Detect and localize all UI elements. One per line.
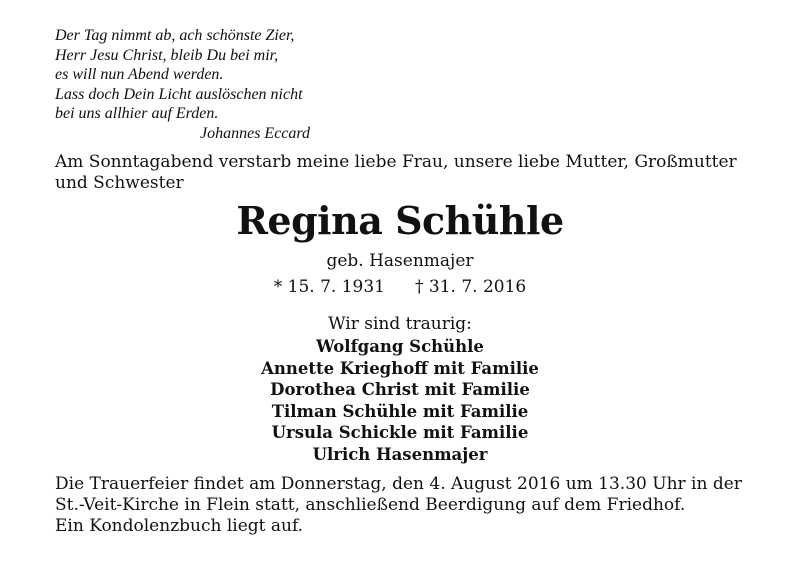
mourners-heading: Wir sind traurig: [328, 314, 472, 334]
life-dates [0, 276, 800, 298]
poem-line: Der Tag nimmt ab, ach schönste Zier, [55, 27, 295, 44]
intro-line: und Schwester [55, 173, 184, 193]
mourner-name: Tilman Schühle mit Familie [271, 401, 529, 421]
poem [55, 26, 310, 143]
poem-line: Herr Jesu Christ, bleib Du bei mir, [55, 46, 279, 64]
funeral-info-line: Die Trauerfeier findet am Donnerstag, den 4. August 2016 um 13.30 Uhr in der [55, 474, 742, 494]
intro-text [55, 152, 755, 194]
mourners-list [0, 336, 800, 465]
death-date: † 31. 7. 2016 [415, 277, 527, 297]
birth-date: * 15. 7. 1931 [273, 277, 385, 297]
funeral-info [55, 474, 742, 537]
poem-author: Johannes Eccard [200, 124, 311, 142]
mourner-name: Wolfgang Schühle [316, 337, 484, 356]
poem-line: Lass doch Dein Licht auslöschen nicht [55, 85, 303, 103]
mourner-name: Ulrich Hasenmajer [312, 444, 488, 464]
maiden-name: geb. Hasenmajer [326, 251, 474, 271]
mourner-name: Dorothea Christ mit Familie [270, 380, 530, 399]
funeral-info-line: St.-Veit-Kirche in Flein statt, anschließend Beerdigung auf dem Friedhof. [55, 495, 686, 515]
mourner-name: Ursula Schickle mit Familie [271, 423, 529, 442]
mourner-name: Annette Krieghoff mit Familie [261, 358, 539, 378]
poem-line: es will nun Abend werden. [55, 66, 224, 83]
poem-line: bei uns allhier auf Erden. [55, 105, 219, 122]
deceased-name: Regina Schühle [236, 198, 564, 243]
intro-line: Am Sonntagabend verstarb meine liebe Frau, unsere liebe Mutter, Großmutter [55, 152, 737, 172]
funeral-info-line: Ein Kondolenzbuch liegt auf. [55, 516, 304, 536]
